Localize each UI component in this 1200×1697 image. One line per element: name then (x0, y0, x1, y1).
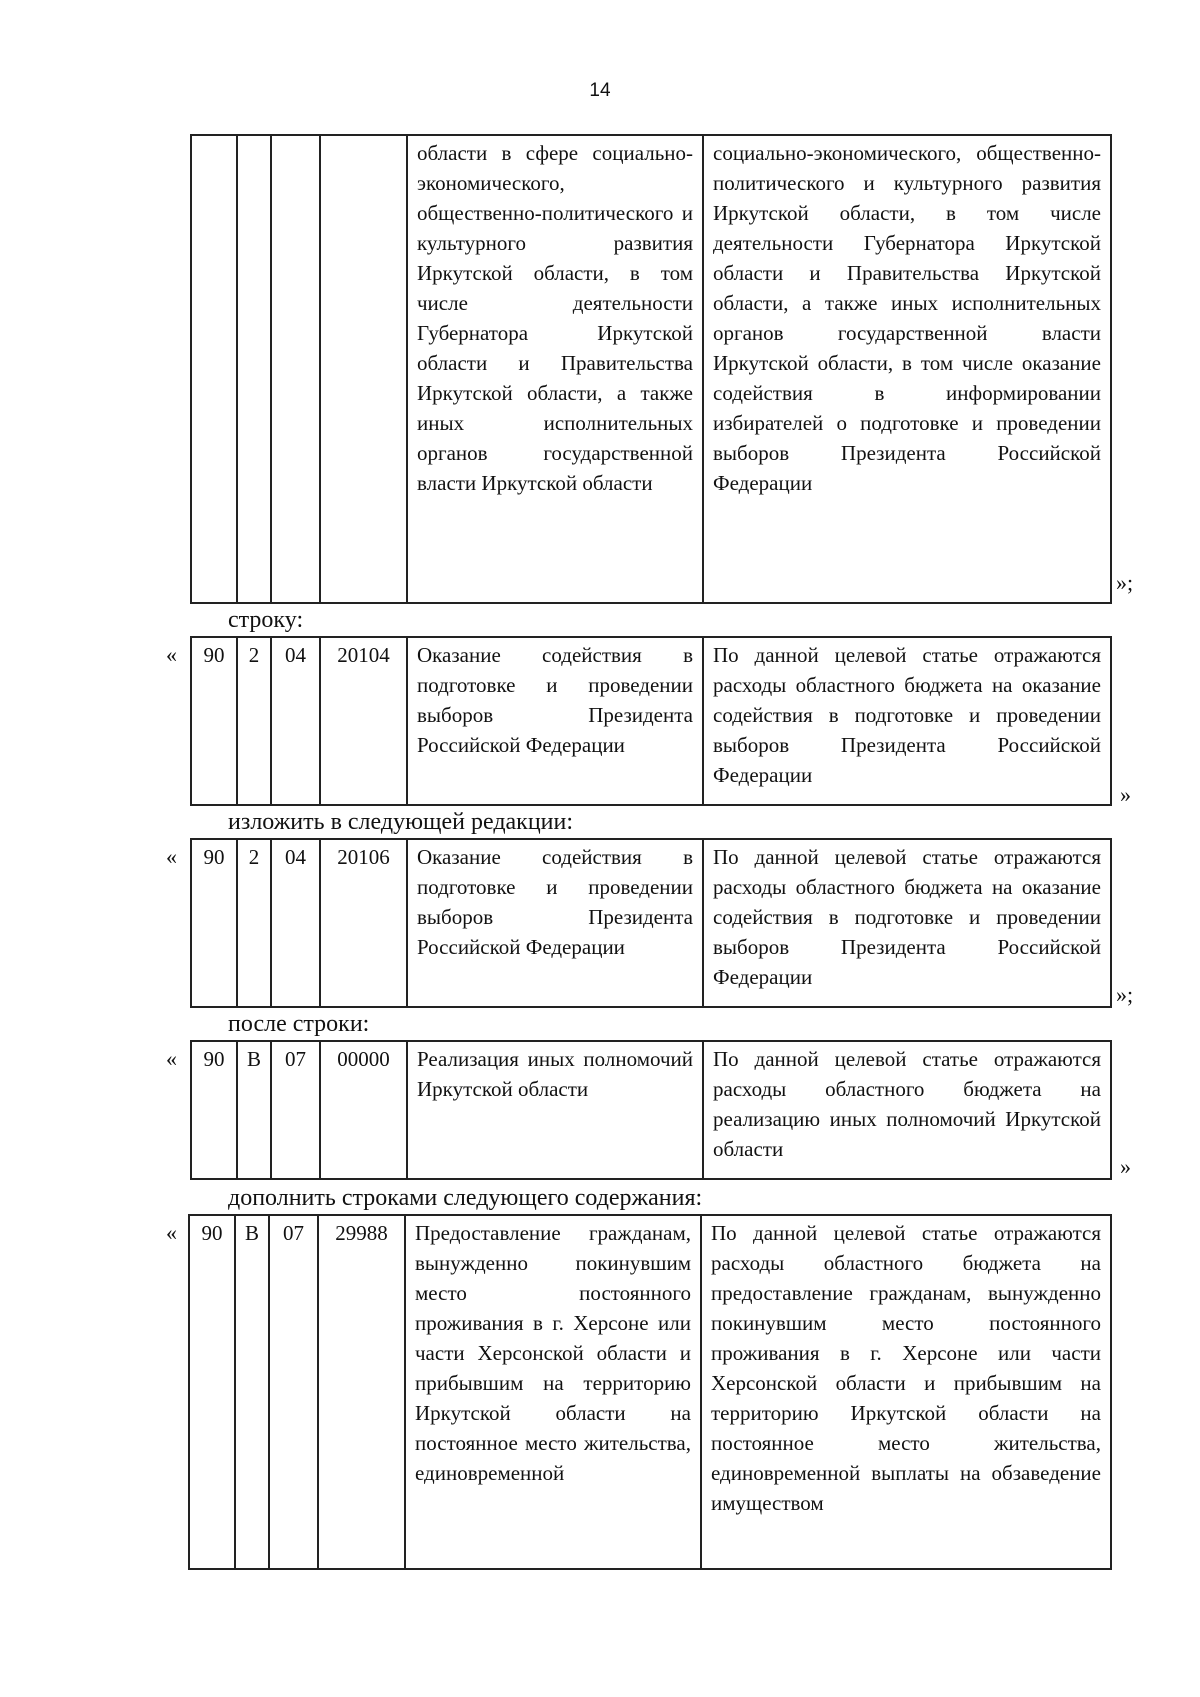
table-row (189, 1215, 1111, 1569)
code-table (190, 838, 1112, 1008)
code-cell: В (237, 1041, 271, 1179)
close-quote: » (1120, 782, 1131, 807)
open-quote: « (166, 844, 177, 869)
explanation-cell: По данной целевой статье отражаются расходы областного бюджета на оказание содействия в подготовке и проведении выборов Президента Российской Федерации (703, 839, 1111, 1007)
continuation-table (190, 134, 1112, 604)
code-cell: В (235, 1215, 269, 1569)
code-cell: 04 (271, 637, 320, 805)
code-cell (320, 135, 407, 603)
explanation-cell: По данной целевой статье отражаются расходы областного бюджета на реализацию иных полномочий Иркутской области (703, 1041, 1111, 1179)
code-cell: 07 (271, 1041, 320, 1179)
section-label: изложить в следующей редакции: (228, 809, 574, 835)
table-row (191, 637, 1111, 805)
code-cell: 07 (269, 1215, 318, 1569)
code-cell (271, 135, 320, 603)
code-cell: 2 (237, 839, 271, 1007)
code-cell: 90 (191, 1041, 237, 1179)
open-quote: « (166, 642, 177, 667)
description-cell: области в сфере социально-экономического, общественно-политического и культурного развития Иркутской области, в том числе деятельности Губернатора Иркутской области и Правительства Иркутской области, а также иных исполнительных органов государственной власти Иркутской области (407, 135, 703, 603)
explanation-cell: По данной целевой статье отражаются расходы областного бюджета на предоставление гражданам, вынужденно покинувшим место постоянного проживания в г. Херсоне или части Херсонской области и прибывшим на территорию Иркутской области на постоянное место жительства, единовременной выплаты на обзаведение имуществом (701, 1215, 1111, 1569)
section-label: после строки: (228, 1011, 370, 1037)
open-quote: « (166, 1220, 177, 1245)
table-row (191, 839, 1111, 1007)
code-cell: 90 (191, 637, 237, 805)
close-quote: » (1120, 1154, 1131, 1179)
close-quote: »; (1116, 982, 1134, 1007)
table-row (191, 135, 1111, 603)
code-cell (191, 135, 237, 603)
code-table (190, 1040, 1112, 1180)
table-row (191, 1041, 1111, 1179)
section-label: дополнить строками следующего содержания: (228, 1185, 703, 1211)
page-number: 14 (589, 80, 611, 101)
description-cell: Оказание содействия в подготовке и проведении выборов Президента Российской Федерации (407, 637, 703, 805)
section-label: строку: (228, 607, 304, 633)
code-table (190, 636, 1112, 806)
description-cell: Реализация иных полномочий Иркутской области (407, 1041, 703, 1179)
open-quote: « (166, 1046, 177, 1071)
description-cell: Предоставление гражданам, вынужденно покинувшим место постоянного проживания в г. Херсоне или части Херсонской области и прибывшим на территорию Иркутской области на постоянное место жительства, единовременной (405, 1215, 701, 1569)
code-cell: 00000 (320, 1041, 407, 1179)
explanation-cell: социально-экономического, общественно-политического и культурного развития Иркутской области, в том числе деятельности Губернатора Иркутской области и Правительства Иркутской области, а также иных исполнительных органов государственной власти Иркутской области, в том числе оказание содействия в информировании избирателей о подготовке и проведении выборов Президента Российской Федерации (703, 135, 1111, 603)
close-quote: »; (1116, 570, 1134, 595)
code-cell: 90 (191, 839, 237, 1007)
code-cell: 2 (237, 637, 271, 805)
code-cell: 20106 (320, 839, 407, 1007)
description-cell: Оказание содействия в подготовке и проведении выборов Президента Российской Федерации (407, 839, 703, 1007)
explanation-cell: По данной целевой статье отражаются расходы областного бюджета на оказание содействия в подготовке и проведении выборов Президента Российской Федерации (703, 637, 1111, 805)
code-table (188, 1214, 1112, 1570)
code-cell: 20104 (320, 637, 407, 805)
code-cell: 90 (189, 1215, 235, 1569)
code-cell: 04 (271, 839, 320, 1007)
code-cell (237, 135, 271, 603)
code-cell: 29988 (318, 1215, 405, 1569)
